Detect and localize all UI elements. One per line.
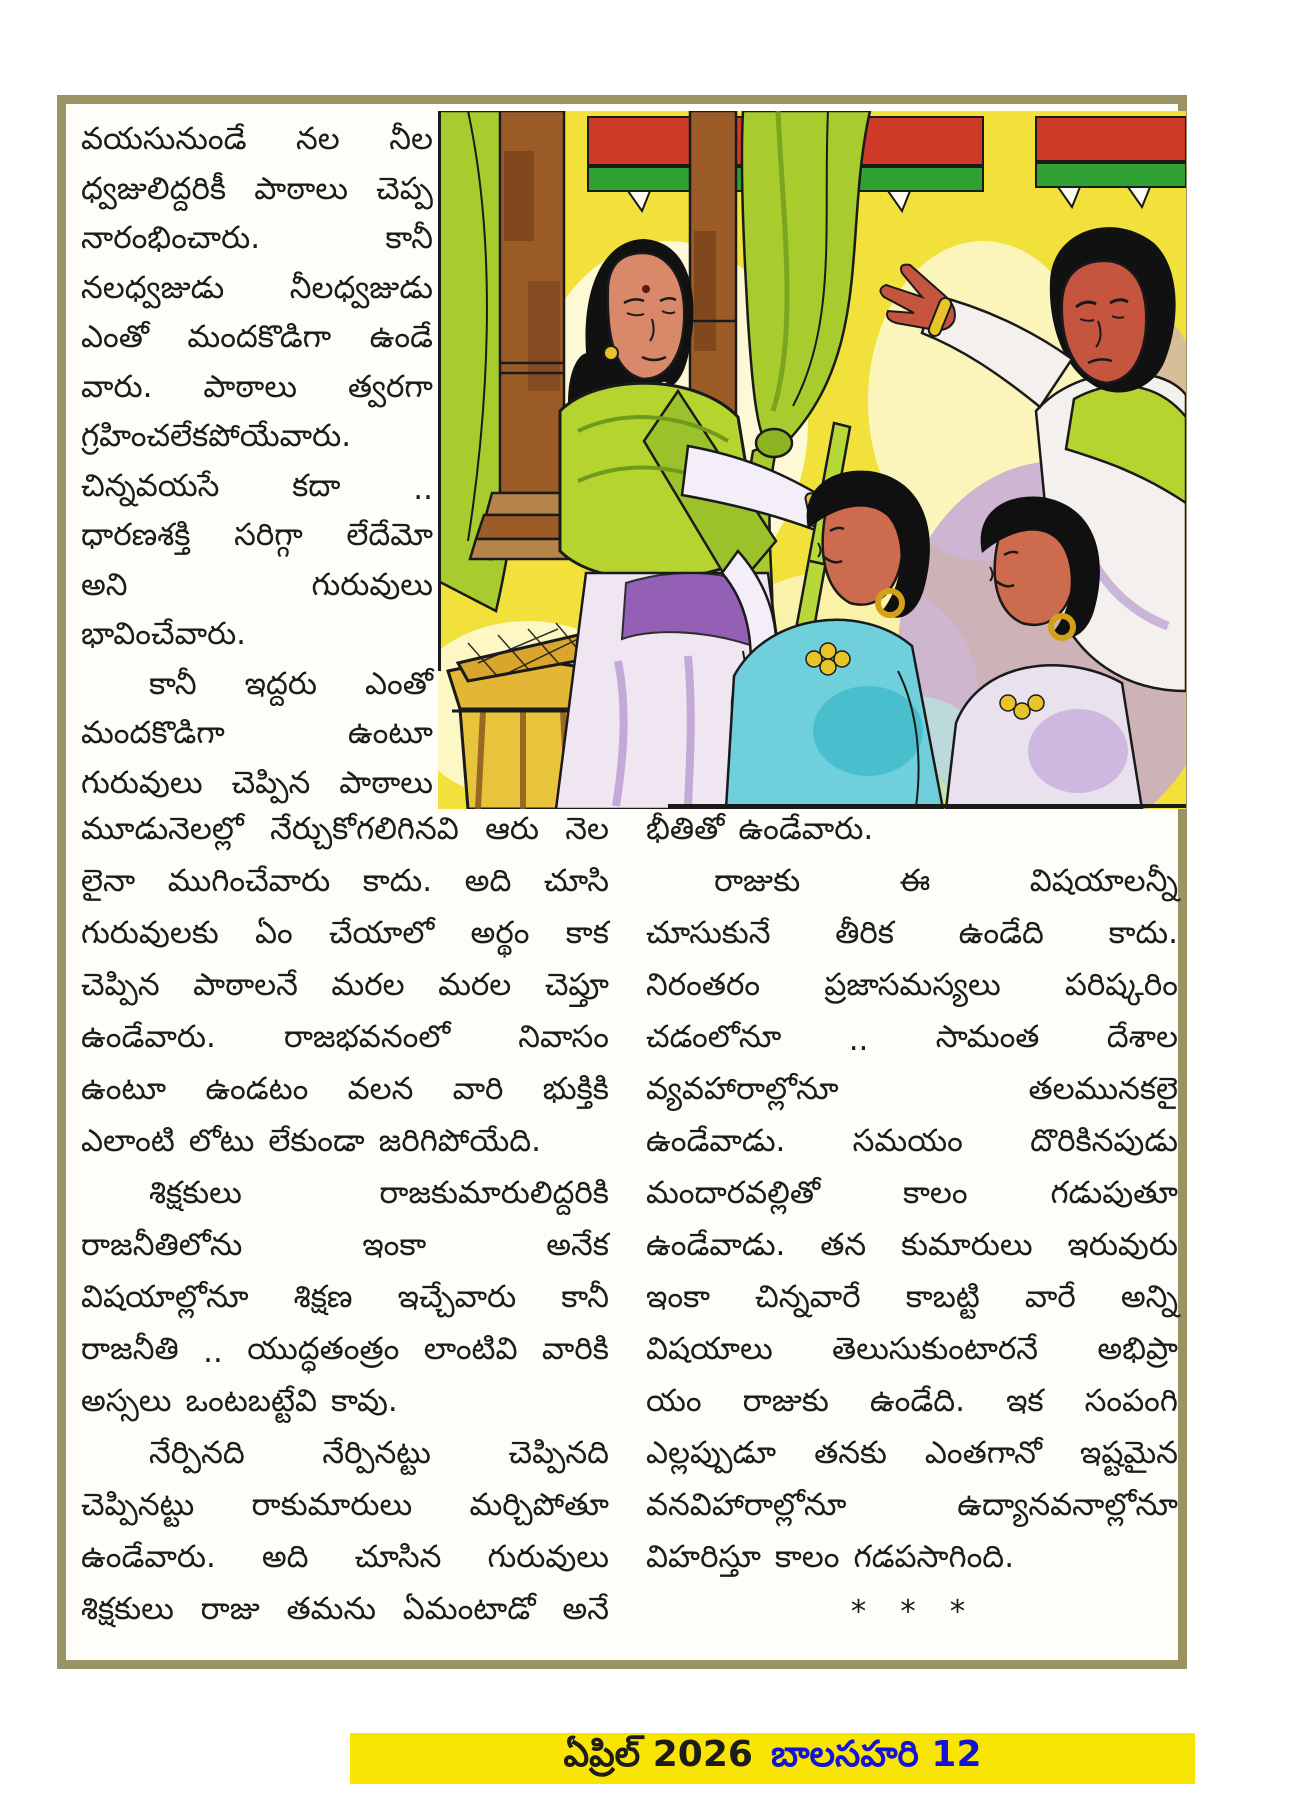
word: తన <box>820 1226 867 1263</box>
word: అన్ని <box>1120 1278 1178 1315</box>
word: ఉండేవారు. <box>738 810 874 847</box>
word: కానీ <box>385 220 433 257</box>
word: లాంటివి <box>423 1330 518 1367</box>
word: నేర్చుకోగలిగినవి <box>270 810 459 847</box>
word: భీతితో <box>646 810 725 847</box>
text-line <box>81 217 433 267</box>
text-line <box>81 415 433 465</box>
text-line <box>646 806 1178 858</box>
word: ప్రజాసమస్యలు <box>824 966 1001 1003</box>
word: ఎల్లప్పుడూ <box>646 1434 777 1471</box>
word: చెప్ప <box>376 170 433 207</box>
word: మర్చిపోతూ <box>469 1486 609 1523</box>
text-line <box>81 1326 609 1378</box>
text-line <box>81 1586 609 1638</box>
word: నెల <box>565 810 609 847</box>
word: సరిగ్గా <box>234 517 303 554</box>
word: ఉండేవారు. <box>81 1538 216 1575</box>
word: గురువులు <box>311 566 433 603</box>
word: లేదేమో <box>346 517 433 554</box>
word: తనకు <box>814 1434 887 1471</box>
word: త్వరగా <box>347 368 433 405</box>
text-line <box>81 316 433 366</box>
word: చెప్పినట్టు <box>81 1486 195 1523</box>
text-line <box>81 1534 609 1586</box>
word: ఇష్టమైన <box>1079 1434 1178 1471</box>
word: అభిప్రా <box>1097 1330 1178 1367</box>
text-line <box>81 613 433 663</box>
word: రాజనీతిలోను <box>81 1226 243 1263</box>
word: తమను <box>286 1590 376 1627</box>
word: నేర్పినది <box>149 1434 245 1471</box>
word: ఇక <box>1006 1382 1044 1419</box>
word: మందారవల్లితో <box>646 1174 821 1211</box>
text-line <box>81 1066 609 1118</box>
text-line <box>646 1170 1178 1222</box>
left-text-column <box>81 806 609 1638</box>
text-line <box>646 858 1178 910</box>
text-line <box>81 267 433 317</box>
word: అనే <box>562 1590 609 1627</box>
word: తెలుసుకుంటారనే <box>832 1330 1038 1367</box>
word: దొరికినపుడు <box>1030 1122 1178 1159</box>
word: చూసుకునే <box>646 914 771 951</box>
text-line <box>646 962 1178 1014</box>
text-line <box>646 1222 1178 1274</box>
word: చెప్పినది <box>508 1434 609 1471</box>
word: చెప్తూ <box>544 966 609 1003</box>
text-line <box>81 1170 609 1222</box>
word: కుమారులు <box>901 1226 1033 1263</box>
word: ఉండేవాడు. <box>646 1122 786 1159</box>
word: ఎంతో <box>364 665 433 702</box>
word: చెప్పిన <box>231 764 311 801</box>
word: విషయాలు <box>646 1330 773 1367</box>
word: చెప్పిన <box>81 966 160 1003</box>
text-line <box>81 168 433 218</box>
word: వారు. <box>81 368 153 405</box>
word: ఉద్యానవనాల్లోనూ <box>957 1486 1178 1523</box>
word: నివాసం <box>518 1018 609 1055</box>
word: నలధ్వజుడు <box>81 269 225 306</box>
word: తలమునకలై <box>1028 1070 1178 1107</box>
text-line <box>81 962 609 1014</box>
word: మందకొడిగా <box>187 319 332 356</box>
word: నారంభించారు. <box>81 220 261 257</box>
word: గ్రహించలేకపోయేవారు. <box>81 418 352 455</box>
word: గురువులు <box>81 764 203 801</box>
word: రాకుమారులు <box>251 1486 413 1523</box>
word: విషయాలన్నీ <box>1029 862 1178 899</box>
word: కాదు. <box>362 862 433 899</box>
text-line <box>646 1378 1178 1430</box>
word: మరల <box>331 966 405 1003</box>
word: నేర్పినట్టు <box>322 1434 431 1471</box>
text-line <box>646 1274 1178 1326</box>
word: కాలం <box>774 1538 840 1575</box>
text-line <box>646 1066 1178 1118</box>
word: రాజు <box>200 1590 260 1627</box>
word: ఎంతగానో <box>924 1434 1042 1471</box>
right-text-column <box>646 806 1178 1638</box>
word: ఎలాంటి <box>81 1122 175 1159</box>
word: రాజభవనంలో <box>283 1018 451 1055</box>
text-line <box>81 858 609 910</box>
text-line <box>81 564 433 614</box>
word: ఇద్దరు <box>244 665 318 702</box>
footer-magazine-page-number: బాలసహరి 12 <box>770 1733 982 1775</box>
word: పరిష్కరిం <box>1064 966 1178 1003</box>
word: గడుపుతూ <box>1050 1174 1178 1211</box>
text-line <box>81 1378 609 1430</box>
word: సామంత <box>935 1018 1040 1055</box>
word: .. <box>413 471 433 508</box>
text-line <box>646 1430 1178 1482</box>
word: ఆరు <box>485 810 539 847</box>
word: లేకుండా <box>268 1122 365 1159</box>
word: ఉంటూ <box>81 1070 167 1107</box>
word: చిన్నవయసే <box>81 467 220 504</box>
text-line <box>646 1482 1178 1534</box>
word: గడపసాగింది. <box>853 1538 1015 1575</box>
word: కాబట్టి <box>905 1278 980 1315</box>
text-line <box>646 910 1178 962</box>
word: ఉండేది <box>958 914 1044 951</box>
word: కావు. <box>331 1382 398 1419</box>
word: పాఠాలు <box>339 764 433 801</box>
text-line <box>81 806 609 858</box>
word: * <box>900 1594 924 1630</box>
word: కదా <box>292 467 341 504</box>
word: చూసి <box>543 862 609 899</box>
word: గురువులకు <box>81 914 219 951</box>
word: భుక్తికి <box>542 1070 609 1107</box>
word: ఉండటం <box>205 1070 309 1107</box>
text-line <box>646 1534 1178 1586</box>
word: రాజకుమారులిద్దరికి <box>379 1174 609 1211</box>
word: పాఠాలనే <box>193 966 298 1003</box>
text-line <box>81 910 609 962</box>
footer-bar <box>350 1733 1195 1784</box>
text-line <box>646 1586 1178 1638</box>
word: ఉంటూ <box>347 715 433 752</box>
word: సంపంగి <box>1084 1382 1178 1419</box>
content-border-box <box>57 95 1187 1669</box>
text-line <box>646 1014 1178 1066</box>
word: .. <box>203 1334 223 1370</box>
word: అది <box>261 1538 309 1575</box>
text-line <box>81 1482 609 1534</box>
word: .. <box>848 1022 869 1058</box>
word: ఇరువురు <box>1067 1226 1178 1263</box>
word: ఎంతో <box>81 319 150 356</box>
word: పాఠాలు <box>254 170 348 207</box>
word: ధ్వజులిద్దరికీ <box>81 170 227 207</box>
word: నీల <box>389 121 433 158</box>
word: అది <box>464 862 512 899</box>
word: ఉండేవారు. <box>81 1018 216 1055</box>
word: రాజుకు <box>714 862 801 899</box>
story-illustration <box>438 111 1186 809</box>
word: లైనా <box>81 862 136 899</box>
word: వయసునుండే <box>81 121 247 158</box>
text-line <box>81 465 433 515</box>
word: శిక్షకులు <box>81 1590 174 1627</box>
word: గురువులు <box>487 1538 609 1575</box>
word: లోటు <box>188 1122 255 1159</box>
text-line <box>81 762 433 812</box>
text-line <box>81 1014 609 1066</box>
word: వ్యవహారాల్లోనూ <box>646 1070 839 1107</box>
word: జరిగిపోయేది. <box>378 1122 541 1159</box>
word: రాజనీతి <box>81 1330 179 1367</box>
word: అర్థం <box>470 914 530 951</box>
word: మందకొడిగా <box>81 715 225 752</box>
word: వారే <box>1024 1278 1076 1315</box>
text-line <box>81 118 433 168</box>
word: ఇంకా <box>362 1226 427 1263</box>
word: శిక్షణ <box>293 1278 353 1315</box>
word: భావించేవారు. <box>81 616 247 653</box>
word: ఒంటబట్టేవి <box>185 1382 318 1419</box>
word: తీరిక <box>835 914 894 951</box>
word: చూసిన <box>354 1538 442 1575</box>
word: వనవిహారాల్లోనూ <box>646 1486 847 1523</box>
text-line <box>646 1118 1178 1170</box>
word: కానీ <box>149 665 197 702</box>
word: చడంలోనూ <box>646 1018 782 1055</box>
text-line <box>81 1222 609 1274</box>
text-line <box>81 663 433 713</box>
text-line <box>81 1118 609 1170</box>
word: ఏమంటాడో <box>402 1590 536 1627</box>
text-line <box>81 366 433 416</box>
word: * <box>850 1594 875 1630</box>
word: దేశాల <box>1106 1018 1178 1055</box>
word: నల <box>296 121 340 158</box>
word: యం <box>646 1382 702 1419</box>
word: అస్సలు <box>81 1382 172 1419</box>
text-line <box>81 514 433 564</box>
word: మూడునెలల్లో <box>81 810 244 847</box>
word: శిక్షకులు <box>149 1174 242 1211</box>
word: చిన్నవారే <box>755 1278 861 1315</box>
word: ఉండే <box>369 319 433 356</box>
word: కానీ <box>561 1278 609 1315</box>
word: పాఠాలు <box>203 368 298 405</box>
text-line <box>81 712 433 762</box>
word: నీలధ్వజుడు <box>289 269 433 306</box>
word: ఈ <box>899 862 931 899</box>
text-line <box>81 1274 609 1326</box>
word: కాక <box>565 914 609 951</box>
word: చేయాలో <box>329 914 435 951</box>
word: మరల <box>438 966 512 1003</box>
word: ఉండేవాడు. <box>646 1226 786 1263</box>
word: వారికి <box>541 1330 609 1367</box>
intro-text-column <box>81 118 433 811</box>
word: అనేక <box>546 1226 609 1263</box>
word: ఇచ్చేవారు <box>397 1278 517 1315</box>
text-line <box>646 1326 1178 1378</box>
word: నిరంతరం <box>646 966 761 1003</box>
text-line <box>81 1430 609 1482</box>
word: వారి <box>452 1070 504 1107</box>
word: ముగించేవారు <box>167 862 331 899</box>
word: ఏం <box>254 914 293 951</box>
word: వలన <box>347 1070 414 1107</box>
footer-issue-date: ఏప్రిల్ 2026 <box>563 1733 753 1775</box>
word: విహరిస్తూ <box>646 1538 761 1575</box>
word: కాదు. <box>1108 914 1178 951</box>
word: * <box>949 1594 974 1630</box>
word: విషయాల్లోనూ <box>81 1278 249 1315</box>
word: ఉండేది. <box>869 1382 966 1419</box>
word: సమయం <box>852 1122 963 1159</box>
word: ఇంకా <box>646 1278 710 1315</box>
word: కాలం <box>903 1174 968 1211</box>
word: యుద్ధతంత్రం <box>247 1330 400 1367</box>
word: ధారణశక్తి <box>81 517 191 554</box>
word: అని <box>81 566 128 603</box>
word: రాజుకు <box>742 1382 829 1419</box>
